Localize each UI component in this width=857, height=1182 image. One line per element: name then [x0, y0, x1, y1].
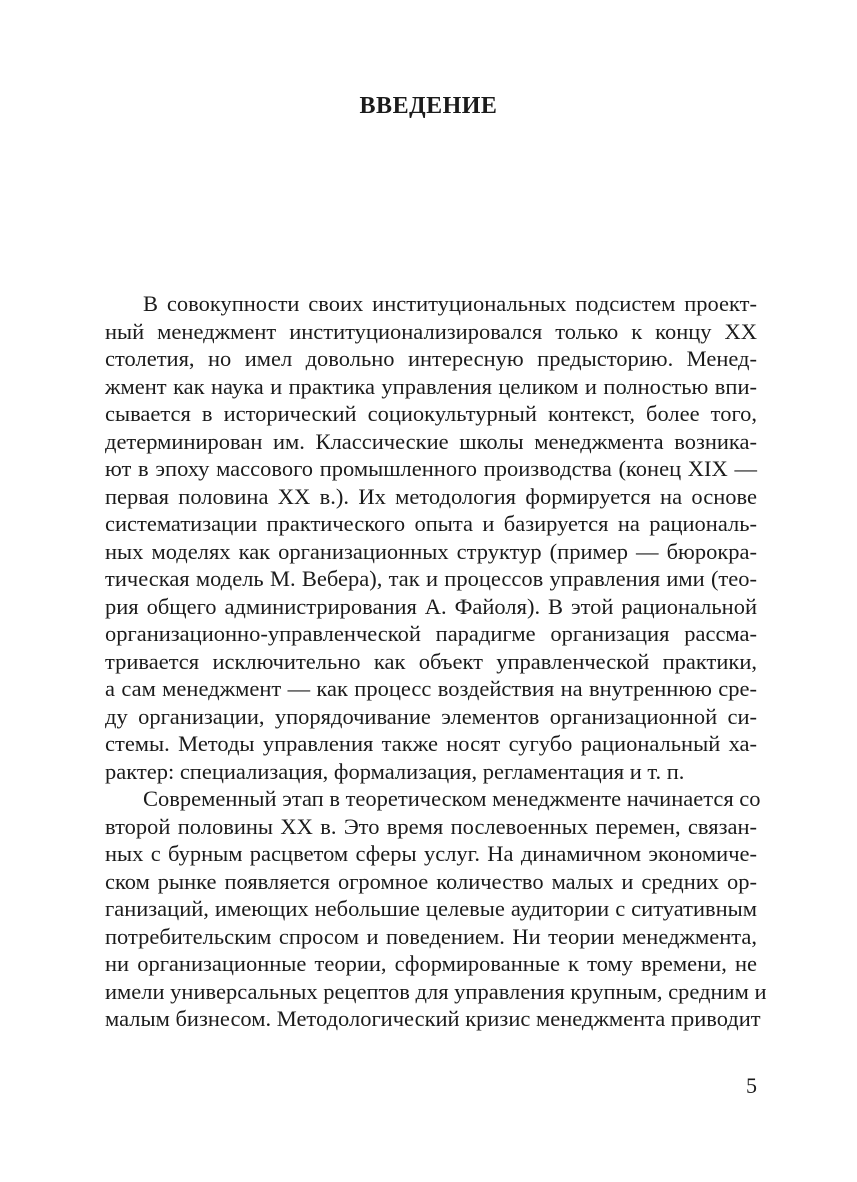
text-line: малым бизнесом. Методологический кризис менеджмента приводит — [105, 1006, 761, 1031]
text-line: рия общего администрирования А. Файоля). В этой рациональной — [105, 593, 757, 619]
text-line: ют в эпоху массового промышленного производства (конец XIX — — [105, 456, 757, 481]
text-line: рактер: специализация, формализация, регламентация и т. п. — [105, 758, 685, 784]
text-line: детерминирован им. Классические школы менеджмента возника- — [105, 428, 757, 454]
text-line: а сам менеджмент — как процесс воздействия на внутреннюю сре- — [105, 676, 757, 701]
page-number: 5 — [746, 1073, 757, 1098]
text-line: ду организации, упорядочивание элементов организационной си- — [105, 703, 757, 729]
text-line: сывается в исторический социокультурный контекст, более того, — [105, 401, 757, 426]
text-line: тическая модель М. Вебера), так и процессов управления ими (тео- — [105, 566, 757, 591]
text-line: ском рынке появляется огромное количество малых и средних ор- — [105, 868, 757, 894]
text-line: ный менеджмент институционализировался только к концу XX — [105, 318, 757, 344]
text-line: организационно-управленческой парадигме организация рассма- — [105, 621, 757, 646]
text-line: В совокупности своих институциональных подсистем проект- — [143, 291, 757, 316]
text-line: столетия, но имел довольно интересную предысторию. Менед- — [105, 346, 757, 371]
text-line: жмент как наука и практика управления целиком и полностью впи- — [105, 373, 757, 399]
text-line: первая половина XX в.). Их методология формируется на основе — [105, 483, 757, 509]
text-line: имели универсальных рецептов для управления крупным, средним и — [105, 978, 767, 1004]
text-line: потребительским спросом и поведением. Ни теории менеджмента, — [105, 923, 757, 949]
text-line: тривается исключительно как объект управленческой практики, — [105, 648, 757, 674]
text-line: систематизации практического опыта и базируется на рациональ- — [105, 511, 757, 536]
body-text — [105, 290, 767, 1033]
text-line: стемы. Методы управления также носят сугубо рациональный ха- — [105, 731, 757, 756]
text-line: ни организационные теории, сформированные к тому времени, не — [105, 951, 757, 976]
text-line: второй половины XX в. Это время послевоенных перемен, связан- — [105, 813, 757, 839]
paragraph-1 — [105, 290, 757, 785]
paragraph-2 — [105, 785, 767, 1033]
chapter-title: ВВЕДЕНИЕ — [359, 93, 498, 119]
text-line: ганизаций, имеющих небольшие целевые аудитории с ситуативным — [105, 896, 757, 921]
text-line: ных моделях как организационных структур (пример — бюрокра- — [105, 538, 757, 564]
text-line: ных с бурным расцветом сферы услуг. На динамичном экономиче- — [105, 841, 757, 866]
text-line: Современный этап в теоретическом менеджменте начинается со — [143, 786, 761, 811]
